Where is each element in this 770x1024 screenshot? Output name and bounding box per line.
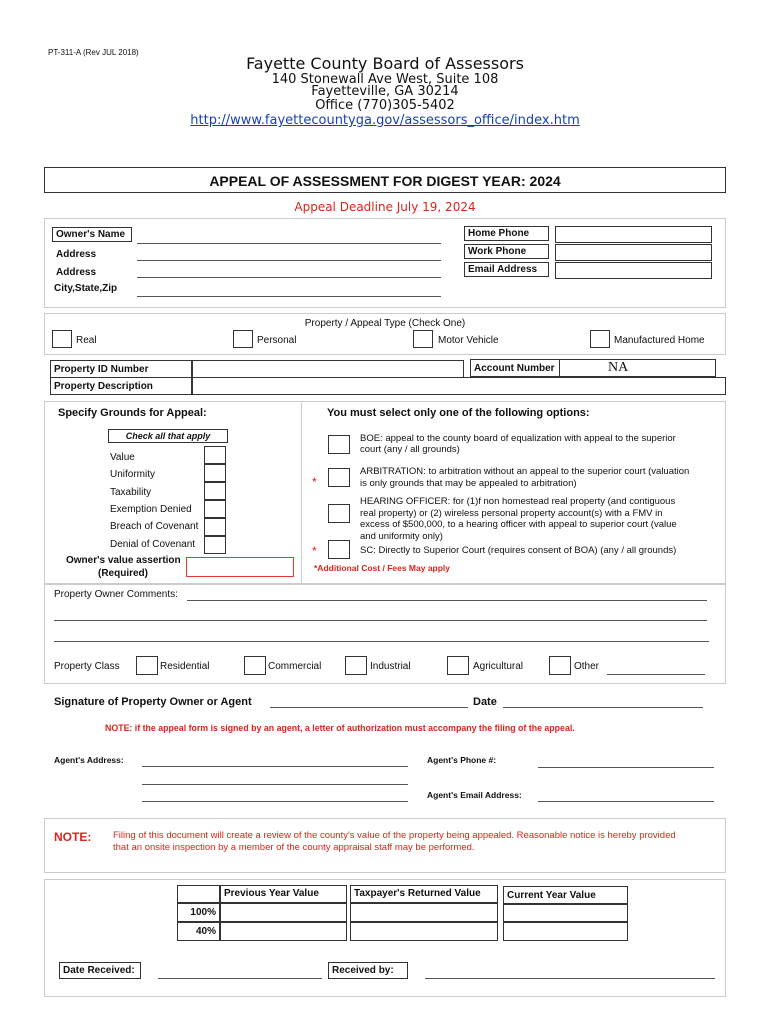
owner-value-field[interactable] bbox=[186, 557, 294, 577]
previous-year-value-header: Previous Year Value bbox=[220, 885, 347, 903]
other-checkbox[interactable] bbox=[549, 656, 571, 675]
ground-taxability-label: Taxability bbox=[110, 487, 152, 498]
agent-address-field-3[interactable] bbox=[142, 801, 408, 802]
org-name: Fayette County Board of Assessors bbox=[246, 54, 524, 73]
address-field[interactable] bbox=[137, 260, 441, 261]
date-received-field[interactable] bbox=[158, 978, 322, 979]
owner-value-label-1: Owner's value assertion bbox=[66, 555, 181, 566]
current-40-cell[interactable] bbox=[503, 922, 628, 941]
form-title: APPEAL OF ASSESSMENT FOR DIGEST YEAR: 2024 bbox=[209, 173, 561, 189]
city-state-zip-field[interactable] bbox=[137, 296, 441, 297]
received-by-field[interactable] bbox=[425, 978, 715, 979]
agent-authorization-note: NOTE: if the appeal form is signed by an agent, a letter of authorization must accompany the filing of the appeal. bbox=[105, 723, 575, 733]
hearing-officer-text-2: real property) or (2) wireless personal property account(s) with a FMV in bbox=[360, 508, 663, 519]
address2-field[interactable] bbox=[137, 277, 441, 278]
address-label: Address bbox=[56, 249, 97, 260]
comments-line-3[interactable] bbox=[54, 641, 709, 642]
comments-label: Property Owner Comments: bbox=[54, 589, 178, 600]
returned-40-cell[interactable] bbox=[350, 922, 498, 941]
current-100-cell[interactable] bbox=[503, 904, 628, 922]
ground-breach-covenant-label: Breach of Covenant bbox=[110, 521, 199, 532]
owner-value-label-2: (Required) bbox=[98, 568, 148, 579]
home-phone-label: Home Phone bbox=[464, 226, 549, 241]
hearing-officer-checkbox[interactable] bbox=[328, 504, 350, 523]
hearing-officer-text-3: excess of $500,000, to a hearing officer with appeal to superior court (value bbox=[360, 519, 677, 530]
property-id-label: Property ID Number bbox=[50, 360, 192, 378]
options-heading: You must select only one of the following options: bbox=[327, 407, 590, 419]
agent-phone-field[interactable] bbox=[538, 767, 714, 768]
residential-label: Residential bbox=[160, 661, 210, 672]
agent-address-field-2[interactable] bbox=[142, 784, 408, 785]
property-description-field[interactable] bbox=[192, 377, 726, 395]
commercial-checkbox[interactable] bbox=[244, 656, 266, 675]
industrial-checkbox[interactable] bbox=[345, 656, 367, 675]
owner-name-field[interactable] bbox=[137, 243, 441, 244]
property-class-label: Property Class bbox=[54, 661, 120, 672]
personal-label: Personal bbox=[257, 335, 297, 346]
signature-field[interactable] bbox=[270, 707, 468, 708]
motor-vehicle-label: Motor Vehicle bbox=[438, 335, 499, 346]
email-label: Email Address bbox=[464, 262, 549, 277]
agent-phone-label: Agent's Phone #: bbox=[427, 755, 497, 765]
commercial-label: Commercial bbox=[268, 661, 322, 672]
ground-uniformity-checkbox[interactable] bbox=[204, 464, 226, 482]
grounds-divider bbox=[301, 401, 302, 584]
work-phone-label: Work Phone bbox=[464, 244, 549, 259]
ground-taxability-checkbox[interactable] bbox=[204, 482, 226, 500]
arbitration-checkbox[interactable] bbox=[328, 468, 350, 487]
agricultural-checkbox[interactable] bbox=[447, 656, 469, 675]
org-website-link[interactable]: http://www.fayettecountyga.gov/assessors_office/index.htm bbox=[190, 113, 580, 128]
fees-note: *Additional Cost / Fees May apply bbox=[314, 563, 451, 573]
row-40-label: 40% bbox=[177, 922, 220, 941]
home-phone-field[interactable] bbox=[555, 226, 712, 243]
arbitration-text-1: ARBITRATION: to arbitration without an appeal to the superior court (valuation bbox=[360, 466, 690, 477]
city-state-zip-label: City,State,Zip bbox=[54, 283, 118, 294]
note-label: NOTE: bbox=[54, 830, 92, 844]
received-by-label: Received by: bbox=[328, 962, 408, 979]
account-number-field[interactable] bbox=[559, 359, 716, 377]
real-label: Real bbox=[76, 335, 97, 346]
agent-email-label: Agent's Email Address: bbox=[427, 790, 522, 800]
prev-100-cell[interactable] bbox=[220, 903, 347, 922]
note-text-2: that an onsite inspection by a member of the county appraisal staff may be performed. bbox=[113, 842, 475, 853]
date-label: Date bbox=[473, 696, 497, 708]
industrial-label: Industrial bbox=[370, 661, 411, 672]
comments-line-1[interactable] bbox=[187, 600, 707, 601]
agent-email-field[interactable] bbox=[538, 801, 714, 802]
note-text-1: Filing of this document will create a review of the county's value of the property being appealed. Reasonable notice is hereby provided bbox=[113, 830, 676, 841]
agent-address-field-1[interactable] bbox=[142, 766, 408, 767]
row-100-label: 100% bbox=[177, 903, 220, 922]
boe-text-1: BOE: appeal to the county board of equalization with appeal to the superior bbox=[360, 433, 676, 444]
ground-exemption-denied-checkbox[interactable] bbox=[204, 500, 226, 518]
ground-value-label: Value bbox=[110, 452, 135, 463]
ground-uniformity-label: Uniformity bbox=[110, 469, 156, 480]
account-number-value: NA bbox=[608, 360, 629, 375]
owner-name-label: Owner's Name bbox=[52, 227, 132, 242]
account-number-label: Account Number bbox=[470, 359, 560, 377]
title-box bbox=[44, 167, 726, 193]
hearing-officer-text-1: HEARING OFFICER: for (1)f non homestead real property (and contiguous bbox=[360, 496, 676, 507]
arbitration-asterisk: * bbox=[312, 475, 317, 489]
property-type-heading: Property / Appeal Type (Check One) bbox=[304, 318, 466, 329]
residential-checkbox[interactable] bbox=[136, 656, 158, 675]
property-id-field[interactable] bbox=[192, 360, 464, 378]
agricultural-label: Agricultural bbox=[473, 661, 524, 672]
date-received-label: Date Received: bbox=[59, 962, 141, 979]
returned-100-cell[interactable] bbox=[350, 903, 498, 922]
check-all-label: Check all that apply bbox=[108, 429, 228, 443]
boe-text-2: court (any / all grounds) bbox=[360, 444, 460, 455]
ground-denial-covenant-label: Denial of Covenant bbox=[110, 539, 196, 550]
grounds-heading: Specify Grounds for Appeal: bbox=[58, 407, 207, 419]
other-label: Other bbox=[574, 661, 600, 672]
comments-line-2[interactable] bbox=[54, 620, 707, 621]
property-description-label: Property Description bbox=[50, 377, 192, 395]
date-field[interactable] bbox=[503, 707, 703, 708]
manufactured-home-checkbox[interactable] bbox=[590, 330, 610, 348]
sc-asterisk: * bbox=[312, 544, 317, 558]
prev-40-cell[interactable] bbox=[220, 922, 347, 941]
boe-checkbox[interactable] bbox=[328, 435, 350, 454]
hearing-officer-text-4: and uniformity only) bbox=[360, 531, 443, 542]
org-city: Fayetteville, GA 30214 bbox=[311, 84, 459, 99]
returned-value-header: Taxpayer's Returned Value bbox=[350, 885, 498, 903]
org-office-phone: Office (770)305-5402 bbox=[315, 98, 455, 113]
signature-label: Signature of Property Owner or Agent bbox=[54, 696, 252, 708]
arbitration-text-2: is only grounds that may be appealed to arbitration) bbox=[360, 478, 577, 489]
email-field[interactable] bbox=[555, 262, 712, 279]
agent-address-label: Agent's Address: bbox=[54, 755, 124, 765]
sc-text: SC: Directly to Superior Court (requires consent of BOA) (any / all grounds) bbox=[360, 545, 677, 556]
personal-checkbox[interactable] bbox=[233, 330, 253, 348]
manufactured-home-label: Manufactured Home bbox=[614, 335, 705, 346]
form-code: PT-311-A (Rev JUL 2018) bbox=[48, 48, 139, 57]
motor-vehicle-checkbox[interactable] bbox=[413, 330, 433, 348]
real-checkbox[interactable] bbox=[52, 330, 72, 348]
table-corner-cell bbox=[177, 885, 220, 903]
org-street: 140 Stonewall Ave West, Suite 108 bbox=[271, 72, 499, 87]
ground-value-checkbox[interactable] bbox=[204, 446, 226, 464]
ground-denial-covenant-checkbox[interactable] bbox=[204, 536, 226, 554]
ground-breach-covenant-checkbox[interactable] bbox=[204, 518, 226, 536]
address2-label: Address bbox=[56, 267, 97, 278]
work-phone-field[interactable] bbox=[555, 244, 712, 261]
current-year-value-header: Current Year Value bbox=[503, 886, 628, 904]
ground-exemption-denied-label: Exemption Denied bbox=[110, 504, 192, 515]
appeal-deadline: Appeal Deadline July 19, 2024 bbox=[294, 200, 476, 214]
other-field[interactable] bbox=[607, 674, 705, 675]
sc-checkbox[interactable] bbox=[328, 540, 350, 559]
